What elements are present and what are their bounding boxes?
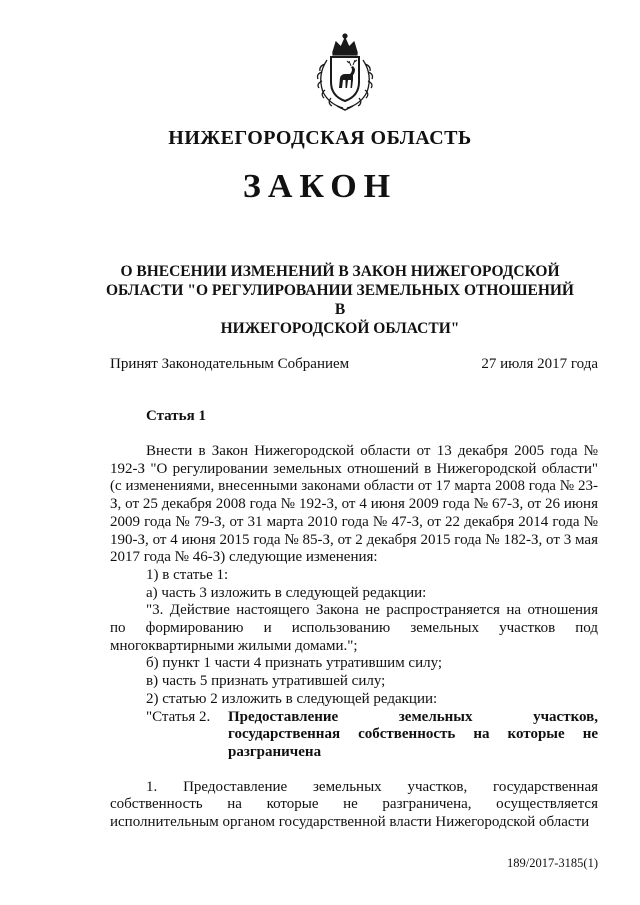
quoted-article-label: "Статья 2.	[146, 708, 211, 725]
article-1-title: Статья 1	[146, 408, 206, 424]
list-item: "3. Действие настоящего Закона не распространяется на отношения по формированию и использованию земельных участков под многоквартирными жилыми домами.";	[110, 602, 598, 654]
list-item: а) часть 3 изложить в следующей редакции:	[146, 584, 427, 601]
adoption-date: 27 июля 2017 года	[481, 356, 598, 372]
region-heading: НИЖЕГОРОДСКАЯ ОБЛАСТЬ	[168, 127, 472, 149]
subject-line: О ВНЕСЕНИИ ИЗМЕНЕНИЙ В ЗАКОН НИЖЕГОРОДСКОЙ	[120, 263, 560, 280]
article-intro-paragraph: Внести в Закон Нижегородской области от 13 декабря 2005 года № 192-З "О регулировании земельных отношений в Нижегородской области" (с изменениями, внесенными законами области от 17 марта 2008 года № 23-З, от 25 декабря 2008 года № 192-З, от 4 июня 2009 года № 67-З, от 26 июня 2009 года № 79-З, от 31 марта 2010 года № 47-З, от 22 декабря 2014 года № 190-З, от 4 июня 2015 года № 85-З, от 2 декабря 2015 года № 182-З, от 3 мая 2017 года № 46-З) следующие изменения:	[110, 443, 598, 566]
list-item: в) часть 5 признать утратившей силу;	[146, 673, 386, 690]
list-item: 2) статью 2 изложить в следующей редакции:	[146, 690, 438, 707]
list-item: 1) в статье 1:	[146, 566, 229, 583]
quoted-article-heading	[110, 709, 598, 762]
law-subject-title	[100, 262, 580, 338]
document-type-heading: ЗАКОН	[242, 168, 398, 205]
article-1-body	[110, 443, 598, 832]
subject-line: НИЖЕГОРОДСКОЙ ОБЛАСТИ"	[220, 320, 460, 337]
quoted-article-point-1: 1. Предоставление земельных участков, государственная собственность на которые не разграничена, осуществляется исполнительным органом государственной власти Нижегородской области	[110, 778, 598, 831]
subject-line: ОБЛАСТИ "О РЕГУЛИРОВАНИИ ЗЕМЕЛЬНЫХ ОТНОШЕНИЙ В	[106, 282, 574, 318]
list-item: б) пункт 1 части 4 признать утратившим силу;	[146, 655, 443, 672]
quoted-article-title: Предоставление земельных участков, государственная собственность на которые не разграничена	[228, 708, 598, 760]
adoption-line	[110, 356, 598, 373]
adopted-by: Принят Законодательным Собранием	[110, 356, 350, 372]
coat-of-arms-icon	[303, 30, 387, 114]
document-number: 189/2017-3185(1)	[507, 856, 598, 870]
